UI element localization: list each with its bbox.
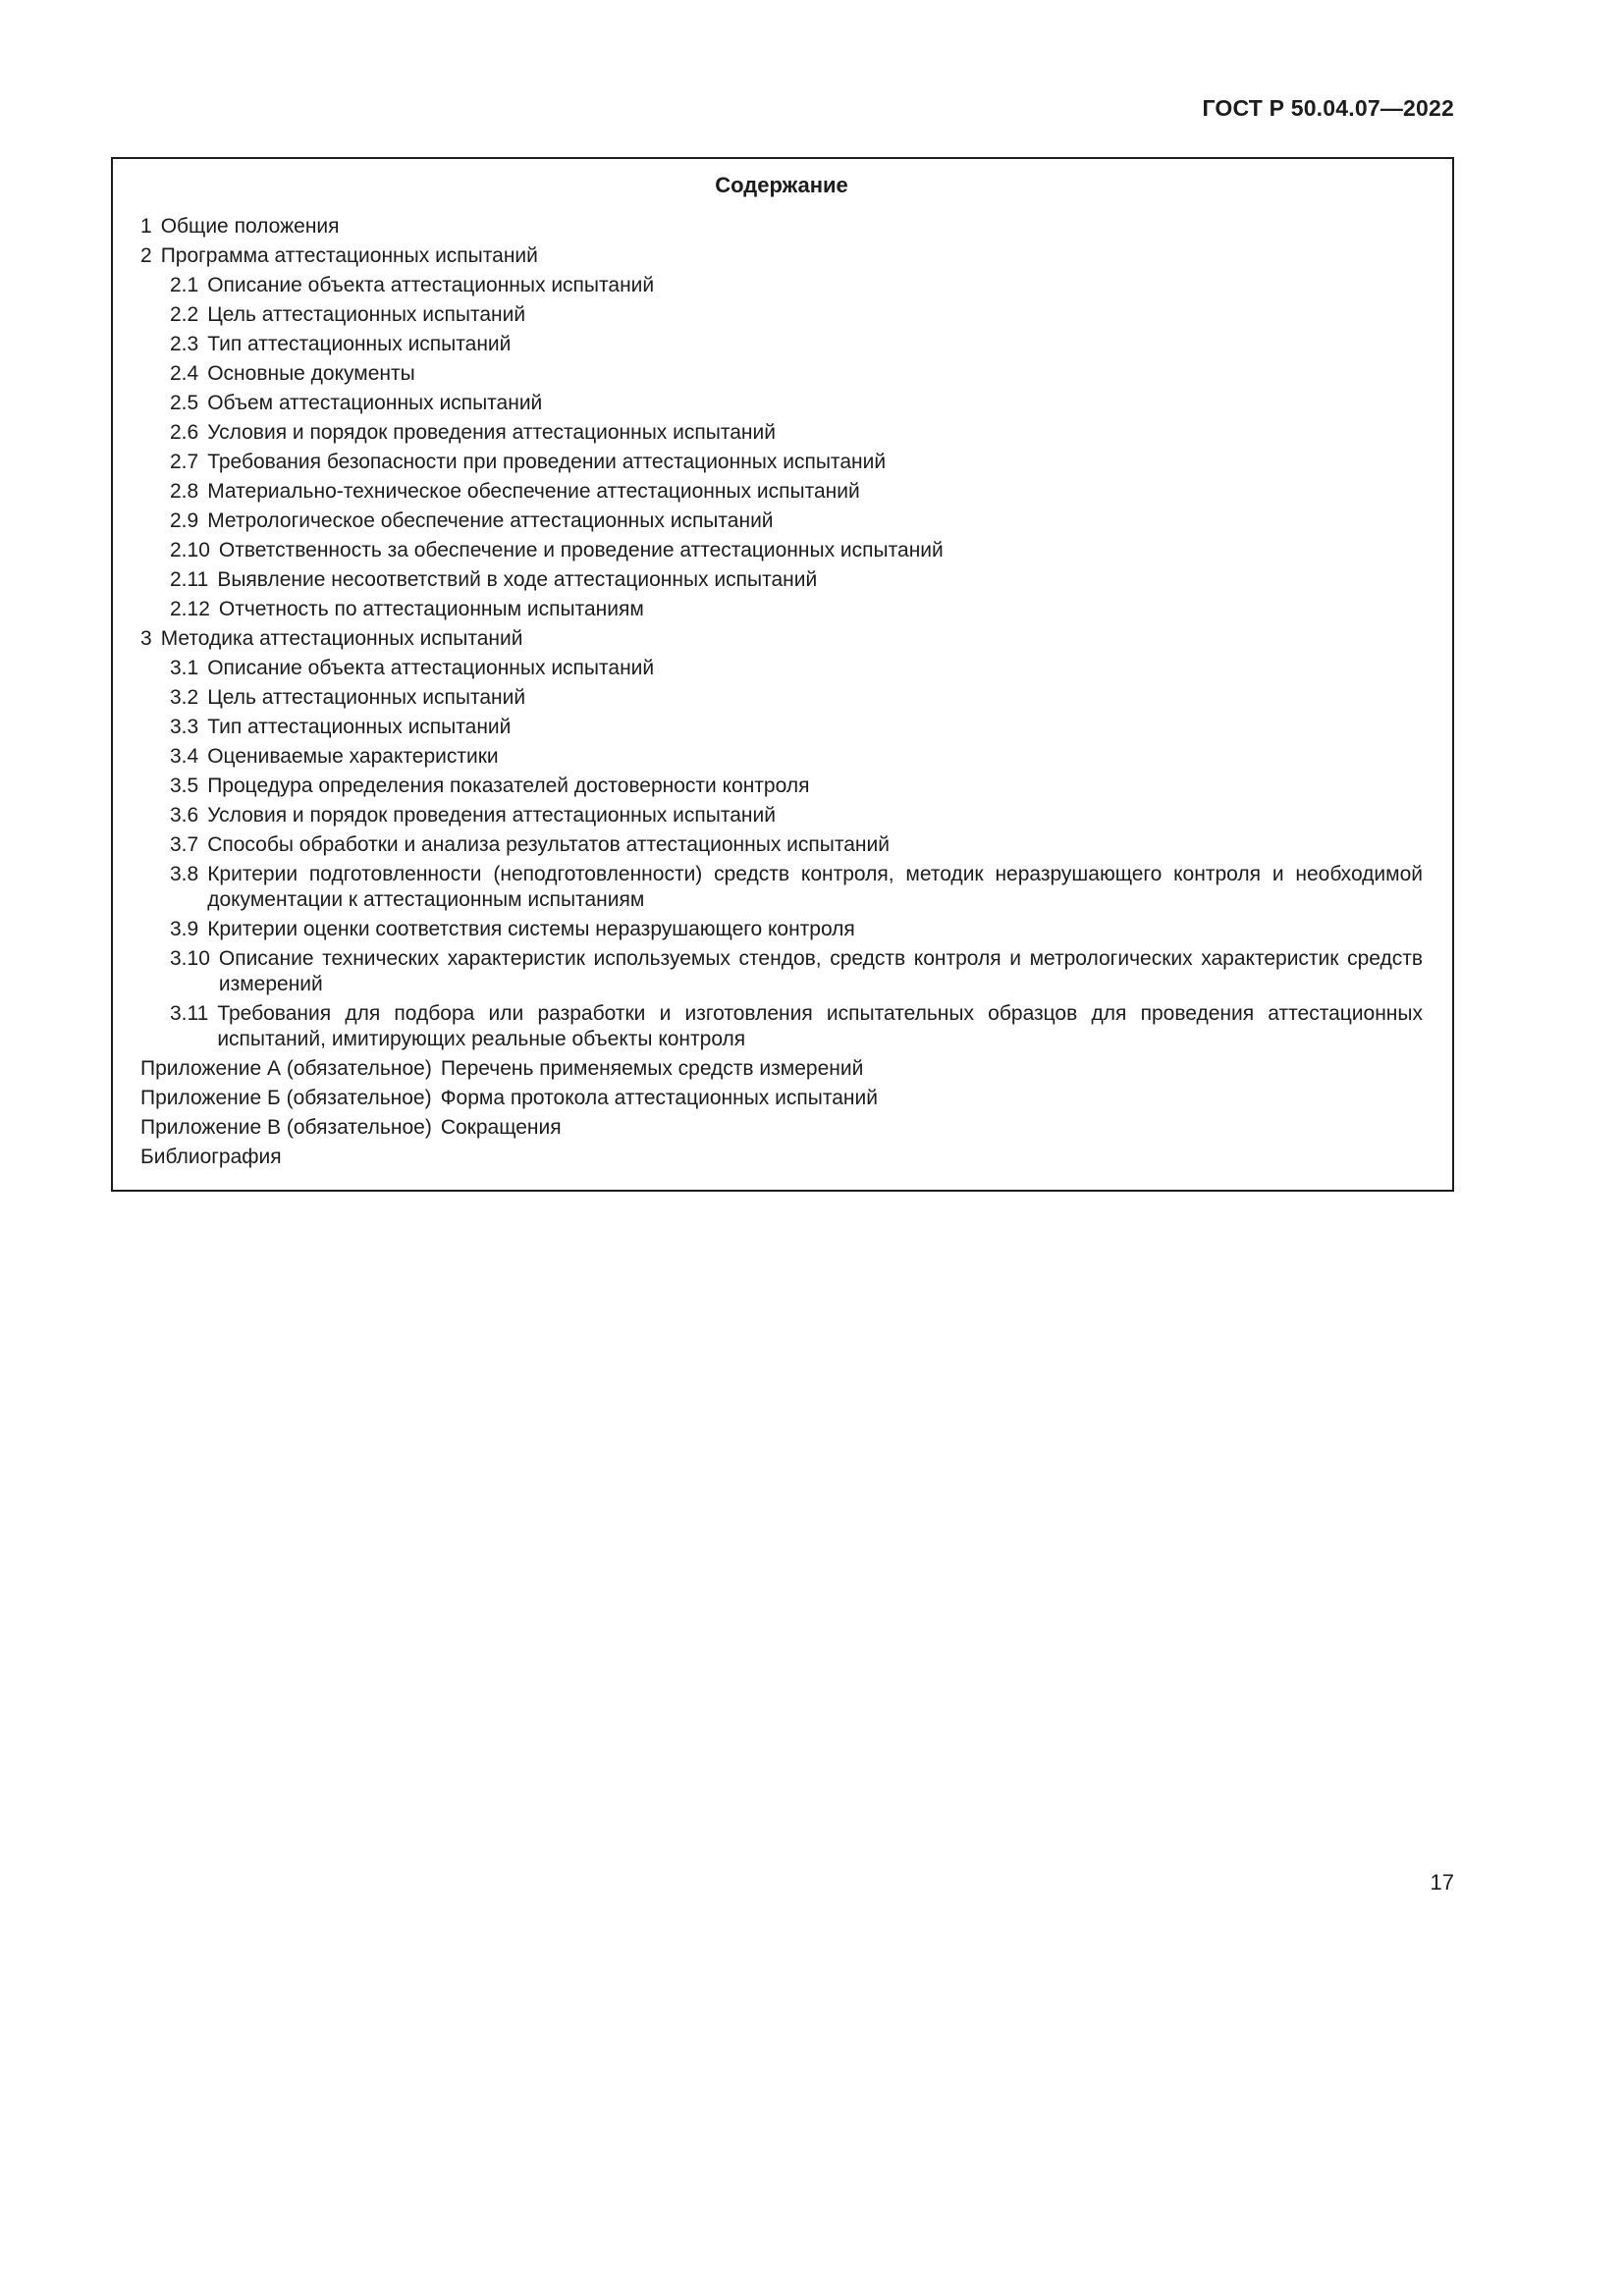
toc-entry-text: Материально-техническое обеспечение аттестационных испытаний xyxy=(207,480,860,503)
toc-entry-text: Метрологическое обеспечение аттестационных испытаний xyxy=(207,509,774,532)
toc-entry-number: 3.1 xyxy=(170,657,199,679)
toc-entry-number: 2.6 xyxy=(170,421,199,444)
toc-entry xyxy=(140,774,1423,799)
toc-entry xyxy=(140,946,1423,997)
toc-entry xyxy=(140,391,1423,416)
toc-entry-number: 2.2 xyxy=(170,303,199,326)
toc-entry-number: Приложение А (обязательное) xyxy=(140,1057,432,1080)
toc-entry-number: 3.11 xyxy=(170,1002,209,1025)
toc-entry-number: 2 xyxy=(140,244,152,267)
toc-entry-text: Форма протокола аттестационных испытаний xyxy=(440,1087,878,1109)
toc-entry-text: Библиография xyxy=(140,1146,282,1168)
toc-entry-text: Условия и порядок проведения аттестационных испытаний xyxy=(207,804,776,827)
toc-entry-text: Требования безопасности при проведении аттестационных испытаний xyxy=(207,451,887,473)
toc-entry-text: Тип аттестационных испытаний xyxy=(207,333,512,355)
toc-entry-number: 3.8 xyxy=(170,863,199,885)
toc-entry-number: 1 xyxy=(140,215,152,238)
toc-entry xyxy=(140,685,1423,711)
toc-entry xyxy=(140,450,1423,475)
toc-entry xyxy=(140,1115,1423,1141)
toc-entry-number: 3.4 xyxy=(170,745,199,768)
toc-entry-number: 3 xyxy=(140,627,152,650)
toc-entry-text: Оцениваемые характеристики xyxy=(207,745,499,768)
toc-entry-number: 3.10 xyxy=(170,947,210,970)
toc-entry-text: Основные документы xyxy=(207,362,415,385)
toc-entry-text: Описание технических характеристик используемых стендов, средств контроля и метрологических характеристик средств измерений xyxy=(218,947,1423,995)
toc-entry xyxy=(140,214,1423,240)
toc-entry xyxy=(140,626,1423,652)
toc-entry-number: 3.2 xyxy=(170,686,199,709)
toc-entry-text: Методика аттестационных испытаний xyxy=(160,627,523,650)
toc-entry-text: Процедура определения показателей достоверности контроля xyxy=(207,774,810,797)
toc-title: Содержание xyxy=(715,173,848,197)
toc-entry xyxy=(140,508,1423,534)
toc-entry-text: Способы обработки и анализа результатов аттестационных испытаний xyxy=(207,833,890,856)
toc-entry xyxy=(140,538,1423,563)
toc-entry-text: Цель аттестационных испытаний xyxy=(207,686,526,709)
toc-entry-number: Приложение Б (обязательное) xyxy=(140,1087,432,1109)
toc-entry xyxy=(140,862,1423,913)
toc-entry xyxy=(140,744,1423,770)
toc-entry-number: Приложение В (обязательное) xyxy=(140,1116,432,1139)
toc-entry-number: 3.7 xyxy=(170,833,199,856)
toc-entry-text: Критерии оценки соответствия системы неразрушающего контроля xyxy=(207,918,855,940)
toc-entry xyxy=(140,302,1423,328)
toc-entry xyxy=(140,420,1423,446)
page-number: 17 xyxy=(1430,1870,1454,1895)
toc-entry xyxy=(140,715,1423,740)
toc-entry-text: Программа аттестационных испытаний xyxy=(160,244,538,267)
toc-entry-text: Общие положения xyxy=(160,215,340,238)
toc-entry xyxy=(140,803,1423,828)
toc-entry-number: 3.5 xyxy=(170,774,199,797)
toc-entry-number: 3.9 xyxy=(170,918,199,940)
toc-entry-text: Описание объекта аттестационных испытаний xyxy=(207,657,655,679)
toc-entry-number: 2.9 xyxy=(170,509,199,532)
toc-entry xyxy=(140,832,1423,858)
toc-entry-number: 2.12 xyxy=(170,598,210,620)
toc-entry xyxy=(140,361,1423,387)
toc-entry-number: 2.1 xyxy=(170,274,199,296)
toc-entry-text: Тип аттестационных испытаний xyxy=(207,716,512,738)
doc-number: ГОСТ Р 50.04.07—2022 xyxy=(1202,95,1454,121)
toc-entry-number: 2.5 xyxy=(170,392,199,414)
toc-box xyxy=(111,157,1454,1192)
toc-entry-number: 3.6 xyxy=(170,804,199,827)
toc-entry-number: 2.10 xyxy=(170,539,210,561)
toc-entry xyxy=(140,1001,1423,1052)
toc-entry-text: Цель аттестационных испытаний xyxy=(207,303,526,326)
toc-entry xyxy=(140,1056,1423,1082)
toc-entry-number: 3.3 xyxy=(170,716,199,738)
toc-entry-text: Требования для подбора или разработки и изготовления испытательных образцов для проведения аттестационных испытаний, имитирующих реальные объекты контроля xyxy=(217,1002,1423,1050)
toc-entry xyxy=(140,243,1423,269)
toc-entry-text: Ответственность за обеспечение и проведение аттестационных испытаний xyxy=(218,539,944,561)
toc-entry xyxy=(140,332,1423,357)
toc-list xyxy=(140,214,1423,1170)
toc-entry xyxy=(140,597,1423,622)
toc-entry-number: 2.11 xyxy=(170,568,209,591)
toc-entry xyxy=(140,917,1423,942)
toc-entry-text: Объем аттестационных испытаний xyxy=(207,392,543,414)
toc-entry-text: Критерии подготовленности (неподготовленности) средств контроля, методик неразрушающего контроля и необходимой документации к аттестационным испытаниям xyxy=(207,863,1423,911)
toc-entry xyxy=(140,479,1423,505)
toc-entry-number: 2.8 xyxy=(170,480,199,503)
toc-entry-text: Отчетность по аттестационным испытаниям xyxy=(218,598,644,620)
toc-entry xyxy=(140,273,1423,298)
toc-entry-number: 2.3 xyxy=(170,333,199,355)
toc-entry-number: 2.4 xyxy=(170,362,199,385)
toc-entry-text: Описание объекта аттестационных испытаний xyxy=(207,274,655,296)
toc-entry-text: Условия и порядок проведения аттестационных испытаний xyxy=(207,421,776,444)
toc-entry xyxy=(140,1145,1423,1170)
toc-entry-number: 2.7 xyxy=(170,451,199,473)
toc-entry xyxy=(140,567,1423,593)
toc-entry xyxy=(140,656,1423,681)
toc-entry xyxy=(140,1086,1423,1111)
toc-entry-text: Перечень применяемых средств измерений xyxy=(440,1057,864,1080)
toc-entry-text: Сокращения xyxy=(440,1116,562,1139)
toc-entry-text: Выявление несоответствий в ходе аттестационных испытаний xyxy=(217,568,818,591)
